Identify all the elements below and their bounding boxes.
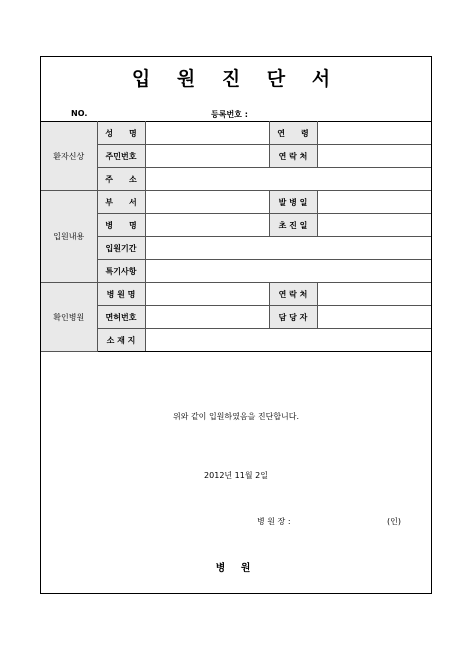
table-row (41, 168, 431, 191)
table-row (41, 283, 431, 306)
value-resident-no[interactable] (145, 145, 269, 168)
label-disease: 병 명 (97, 214, 145, 237)
label-manager: 담 당 자 (269, 306, 317, 329)
label-remarks: 특기사항 (97, 260, 145, 283)
label-issue-date: 발 병 일 (269, 191, 317, 214)
value-address[interactable] (145, 168, 431, 191)
form-frame (40, 56, 432, 594)
no-label: NO. (71, 109, 88, 118)
label-hospital-contact: 연 락 처 (269, 283, 317, 306)
section-patient: 환자신상 (41, 122, 97, 191)
section-hospital: 확인병원 (41, 283, 97, 352)
value-location[interactable] (145, 329, 431, 352)
label-license-no: 면허번호 (97, 306, 145, 329)
table-row (41, 260, 431, 283)
label-first-visit: 초 진 일 (269, 214, 317, 237)
label-department: 부 서 (97, 191, 145, 214)
table-row (41, 214, 431, 237)
value-age[interactable] (317, 122, 431, 145)
label-resident-no: 주민번호 (97, 145, 145, 168)
value-issue-date[interactable] (317, 191, 431, 214)
value-period[interactable] (145, 237, 431, 260)
value-manager[interactable] (317, 306, 431, 329)
value-license-no[interactable] (145, 306, 269, 329)
table-row (41, 145, 431, 168)
seal-mark: (인) (387, 517, 401, 526)
label-period: 입원기간 (97, 237, 145, 260)
value-remarks[interactable] (145, 260, 431, 283)
value-contact[interactable] (317, 145, 431, 168)
value-department[interactable] (145, 191, 269, 214)
table-row (41, 191, 431, 214)
label-address: 주 소 (97, 168, 145, 191)
form-table (41, 121, 431, 352)
value-first-visit[interactable] (317, 214, 431, 237)
table-row (41, 329, 431, 352)
label-name: 성 명 (97, 122, 145, 145)
issue-date-text: 2012년 11월 2일 (204, 471, 268, 480)
value-name[interactable] (145, 122, 269, 145)
diagnosis-statement: 위와 같이 입원하였음을 진단합니다. (172, 412, 300, 421)
document-title: 입 원 진 단 서 (131, 68, 341, 90)
director-label: 병 원 장 : (257, 517, 291, 526)
value-hospital-name[interactable] (145, 283, 269, 306)
label-contact: 연 락 처 (269, 145, 317, 168)
table-row (41, 122, 431, 145)
table-row (41, 237, 431, 260)
section-admission: 입원내용 (41, 191, 97, 283)
table-row (41, 306, 431, 329)
label-hospital-name: 병 원 명 (97, 283, 145, 306)
label-age: 연 령 (269, 122, 317, 145)
value-disease[interactable] (145, 214, 269, 237)
label-location: 소 재 지 (97, 329, 145, 352)
hospital-name: 병 원 (215, 563, 257, 574)
registration-label: 등록번호 : (211, 110, 248, 119)
value-hospital-contact[interactable] (317, 283, 431, 306)
